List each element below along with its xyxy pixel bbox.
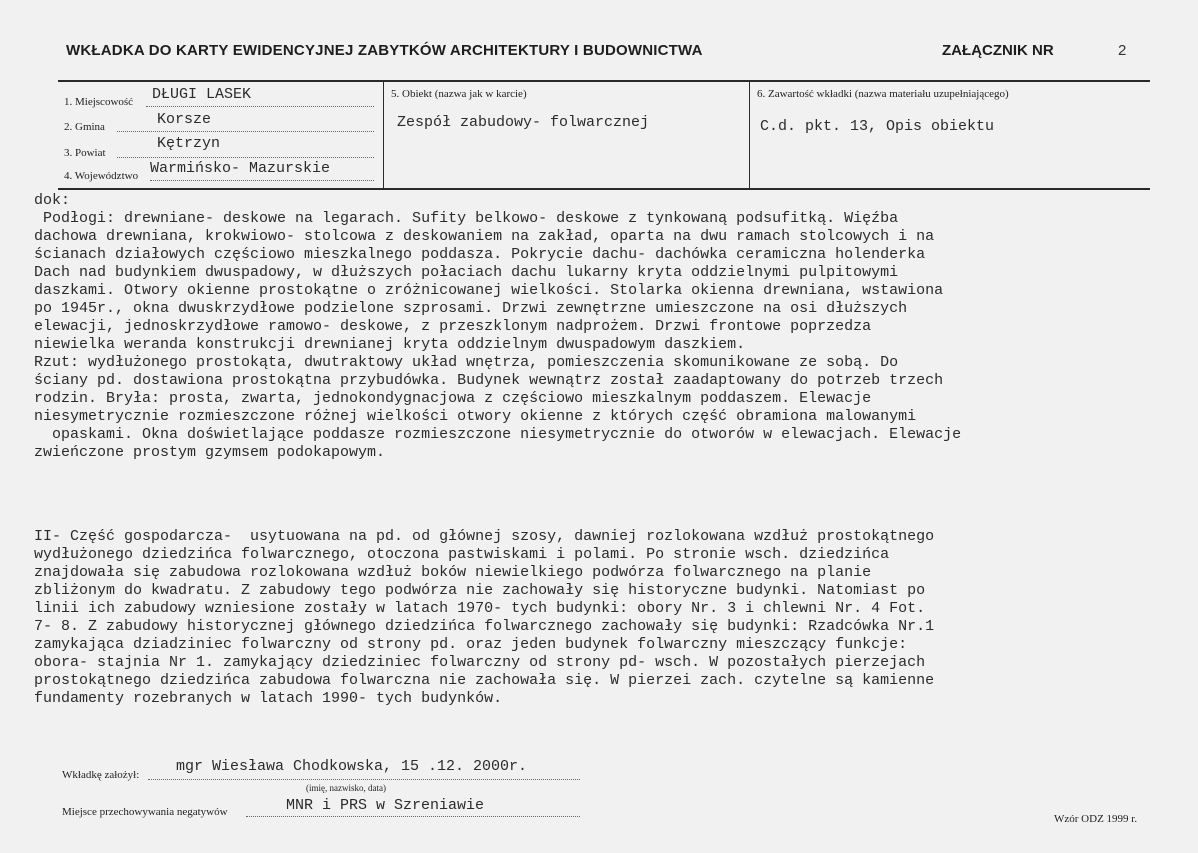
annex-label: ZAŁĄCZNIK NR — [942, 42, 1054, 59]
text-line: ściany pd. dostawiona prostokątna przybudówka. Budynek wewnątrz został zaadaptowany do potrzeb trzech — [34, 372, 944, 389]
text-line: ścianach działowych częściowo mieszkalnego poddasza. Pokrycie dachu- dachówka ceramiczna holenderka — [34, 246, 926, 263]
text-line: wydłużonego dziedzińca folwarcznego, otoczona pastwiskami i polami. Po stronie wsch. dziedzińca — [34, 546, 890, 563]
storage-dots — [246, 816, 580, 817]
wojewodztwo-label: 4. Województwo — [64, 170, 139, 182]
text-line: Podłogi: drewniane- deskowe na legarach. Sufity belkowo- deskowe z tynkowaną podsufitką. Więźba — [34, 210, 899, 227]
text-line: rodzin. Bryła: prosta, zwarta, jednokondygnacjowa z częściowo mieszkalnym poddaszem. Elewacje — [34, 390, 872, 407]
text-line: linii ich zabudowy wzniesione zostały w latach 1970- tych budynki: obory Nr. 3 i chlewni Nr. 4 Fot. — [34, 600, 926, 617]
column-divider-2 — [749, 80, 750, 189]
top-rule — [58, 80, 1150, 82]
gmina-dots — [117, 131, 374, 132]
text-line: Dach nad budynkiem dwuspadowy, w dłuższych połaciach dachu lukarny kryta oddzielnymi pulpitowymi — [34, 264, 899, 281]
object-value: Zespół zabudowy- folwarcznej — [397, 114, 650, 131]
text-line: dachowa drewniana, krokwiowo- stolcowa z deskowaniem na zakład, oparta na dwu ramach stolcowych i na — [34, 228, 935, 245]
author-label: Wkładkę założył: — [62, 769, 140, 781]
miejscowosc-dots — [146, 106, 374, 107]
text-line: opaskami. Okna doświetlające poddasze rozmieszczone niesymetrycznie do otworów w elewacjach. Elewacje — [34, 426, 962, 443]
powiat-label: 3. Powiat — [64, 147, 106, 159]
text-line: 7- 8. Z zabudowy historycznej głównego dziedzińca folwarcznego zachowały się budynki: Rzadcówka Nr.1 — [34, 618, 935, 635]
storage-value: MNR i PRS w Szreniawie — [286, 797, 485, 814]
object-label: 5. Obiekt (nazwa jak w karcie) — [391, 88, 527, 100]
text-line: znajdowała się zabudowa rozlokowana wzdłuż boków niewielkiego podwórza folwarcznego na planie — [34, 564, 872, 581]
storage-label: Miejsce przechowywania negatywów — [62, 806, 228, 818]
column-divider-1 — [383, 80, 384, 189]
text-line: prostokątnego dziedzińca zabudowa folwarczna nie zachowała się. W pierzei zach. czytelne są kamienne — [34, 672, 935, 689]
gmina-label: 2. Gmina — [64, 121, 105, 133]
middle-rule — [58, 188, 1150, 190]
miejscowosc-label: 1. Miejscowość — [64, 96, 134, 108]
text-line: zbliżonym do kwadratu. Z zabudowy tego podwórza nie zachowały się historyczne budynki. Natomiast po — [34, 582, 926, 599]
text-line: daszkami. Otwory okienne prostokątne o zróżnicowanej wielkości. Stolarka okienna drewniana, wstawiona — [34, 282, 944, 299]
text-line: II- Część gospodarcza- usytuowana na pd. od głównej szosy, dawniej rozlokowana wzdłuż prostokątnego — [34, 528, 935, 545]
form-title: WKŁADKA DO KARTY EWIDENCYJNEJ ZABYTKÓW ARCHITEKTURY I BUDOWNICTWA — [66, 42, 703, 59]
text-line: fundamenty rozebranych w latach 1990- tych budynków. — [34, 690, 503, 707]
text-line: niesymetrycznie rozmieszczone różnej wielkości otwory okienne z których część obramiona malowanymi — [34, 408, 917, 425]
text-line: niewielka weranda konstrukcji drewnianej kryta oddzielnym dwuspadowym daszkiem. — [34, 336, 746, 353]
powiat-value: Kętrzyn — [157, 135, 221, 152]
powiat-dots — [117, 157, 374, 158]
text-line: dok: — [34, 192, 71, 209]
gmina-value: Korsze — [157, 111, 212, 128]
miejscowosc-value: DŁUGI LASEK — [152, 86, 252, 103]
annex-number: 2 — [1118, 42, 1127, 59]
text-line: obora- stajnia Nr 1. zamykający dziedziniec folwarczny od strony pd- wsch. W pozostałych pierzejach — [34, 654, 926, 671]
text-line: Rzut: wydłużonego prostokąta, dwutraktowy układ wnętrza, pomieszczenia skomunikowane ze sobą. Do — [34, 354, 899, 371]
text-line: zwieńczone prostym gzymsem podokapowym. — [34, 444, 386, 461]
author-hint: (imię, nazwisko, data) — [306, 783, 386, 793]
author-dots — [148, 779, 580, 780]
contents-label: 6. Zawartość wkładki (nazwa materiału uzupełniającego) — [757, 88, 1009, 100]
form-version: Wzór ODZ 1999 r. — [1054, 813, 1138, 825]
author-value: mgr Wiesława Chodkowska, 15 .12. 2000r. — [176, 758, 528, 775]
text-line: po 1945r., okna dwuskrzydłowe podzielone szprosami. Drzwi zewnętrzne umieszczone na osi dłuższych — [34, 300, 908, 317]
text-line: elewacji, jednoskrzydłowe ramowo- deskowe, z przeszklonym nadprożem. Drzwi frontowe poprzedza — [34, 318, 872, 335]
wojewodztwo-dots — [150, 180, 374, 181]
text-line: zamykająca dziadziniec folwarczny od strony pd. oraz jeden budynek folwarczny mieszczący funkcje: — [34, 636, 908, 653]
wojewodztwo-value: Warmińsko- Mazurskie — [150, 160, 331, 177]
contents-value: C.d. pkt. 13, Opis obiektu — [760, 118, 995, 135]
